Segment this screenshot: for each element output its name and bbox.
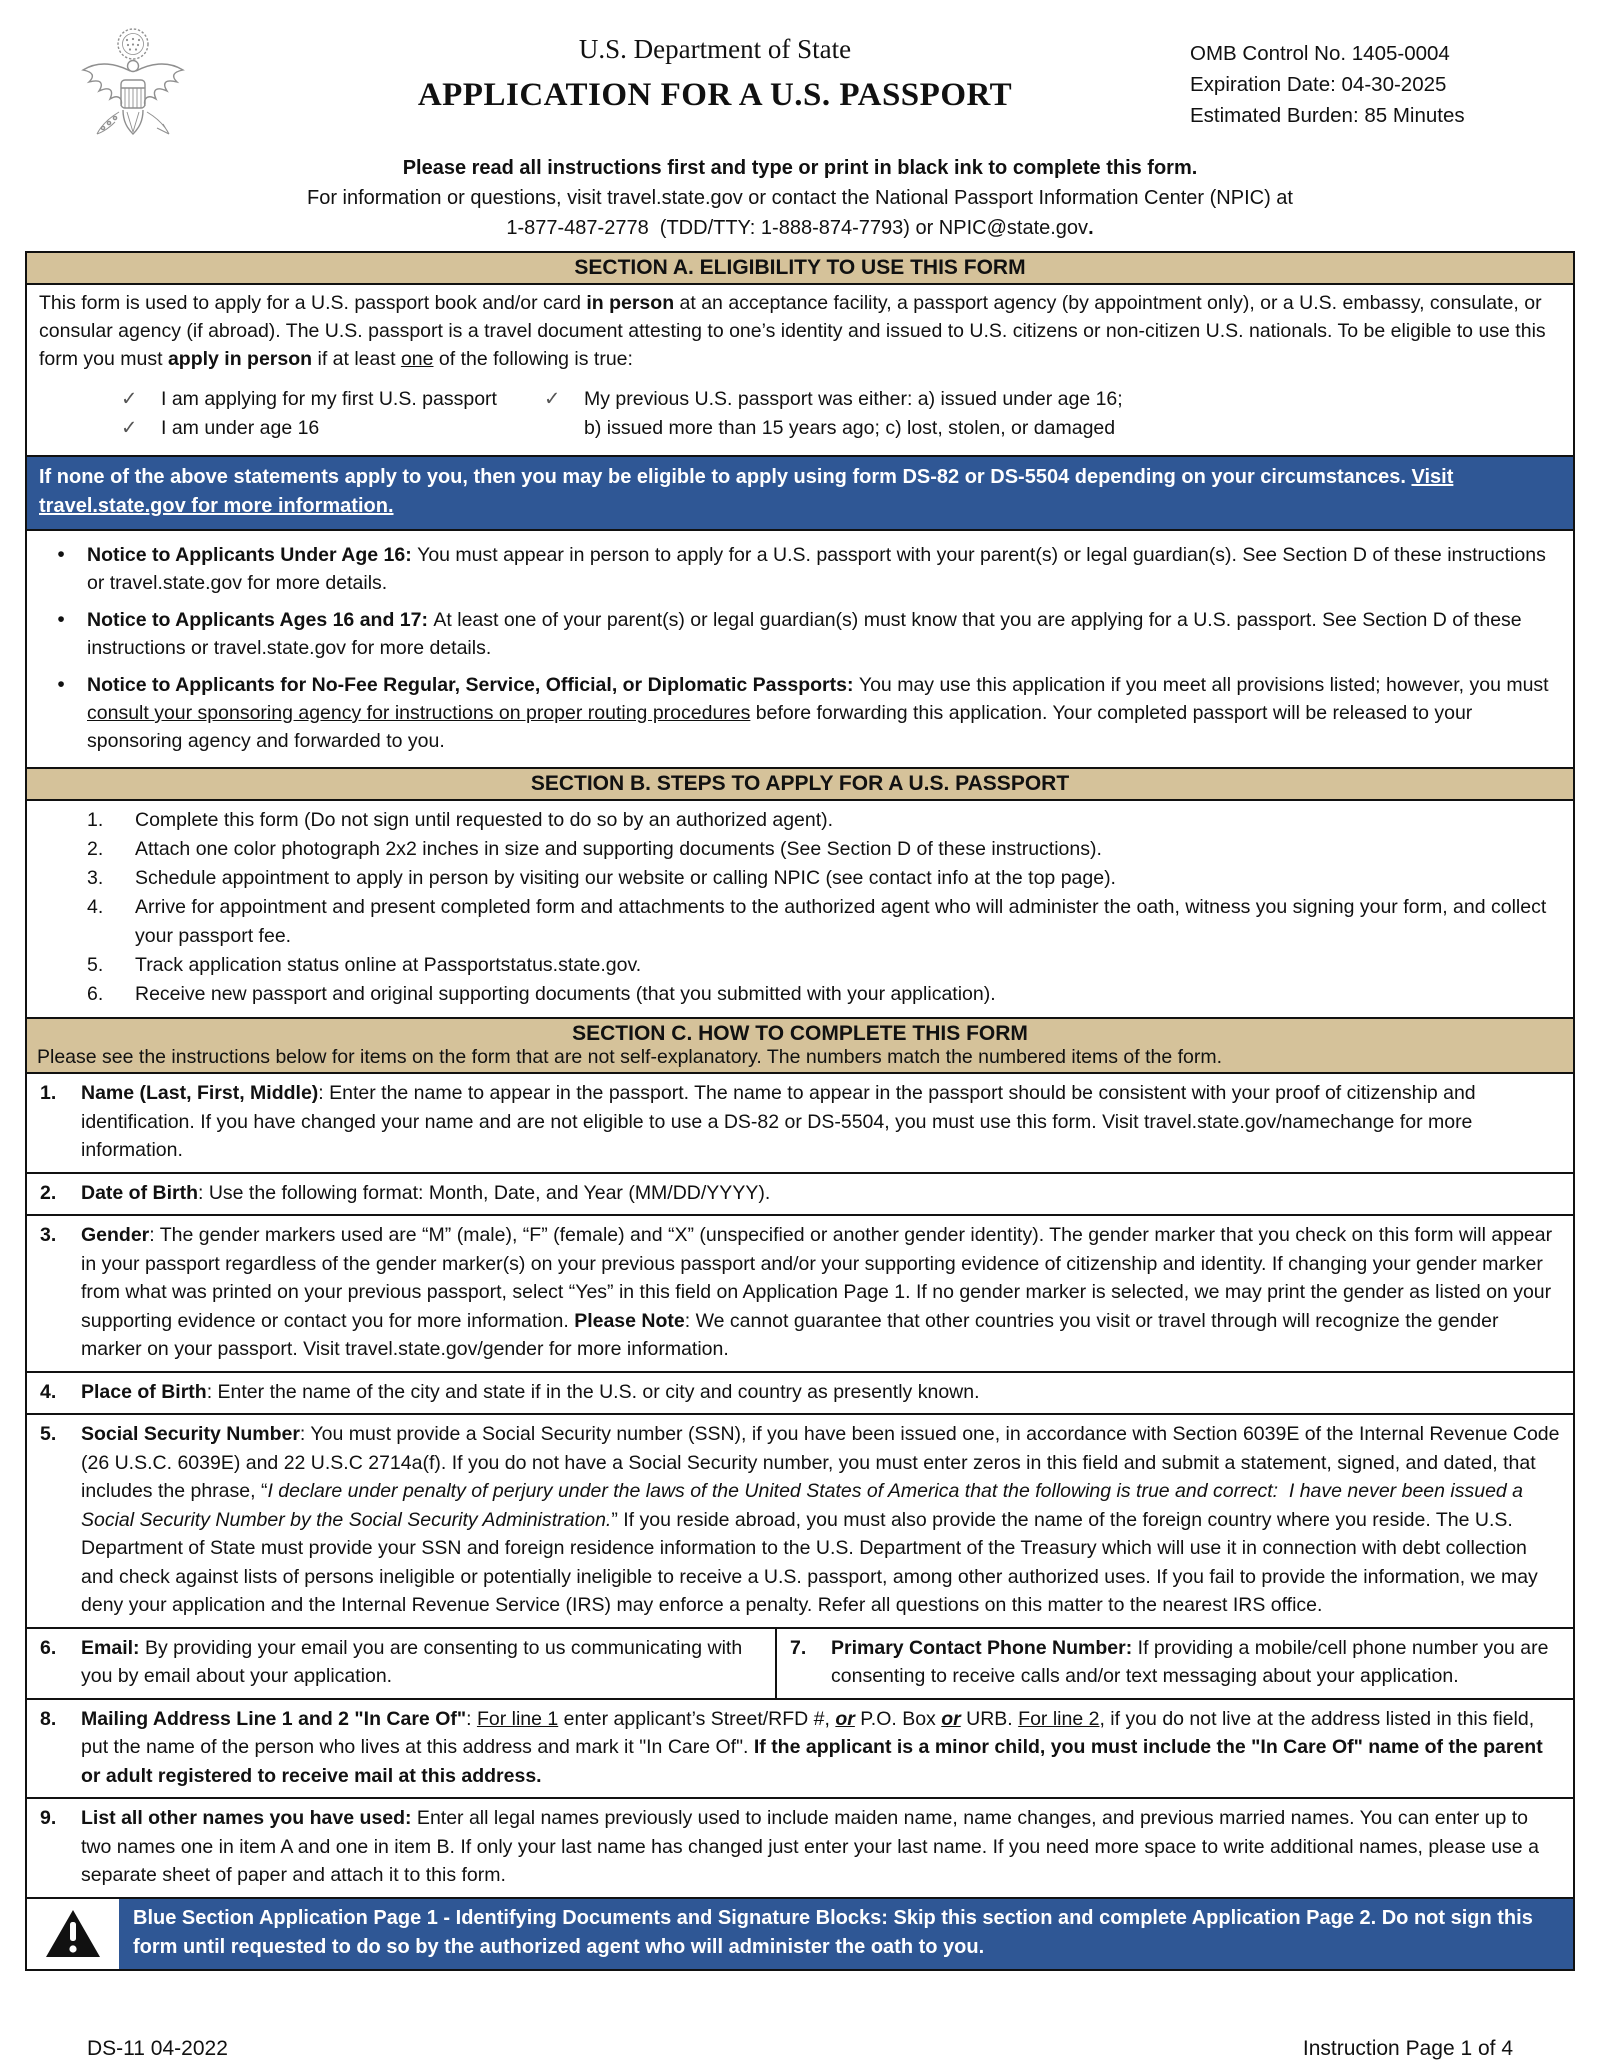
item-number: 8. [40, 1707, 57, 1730]
info-line-2: 1-877-487-2778 (TDD/TTY: 1-888-874-7793) or NPIC@state.gov. [506, 217, 1094, 239]
step-text: Track application status online at Passportstatus.state.gov. [135, 954, 642, 976]
step-row [27, 864, 1573, 893]
section-c-title: SECTION C. HOW TO COMPLETE THIS FORM [572, 1022, 1028, 1045]
eligibility-checklist [39, 385, 1561, 443]
checklist-item [121, 414, 526, 443]
item-text: Date of Birth: Use the following format: Month, Date, and Year (MM/DD/YYYY). [81, 1181, 771, 1204]
section-a-body [25, 283, 1575, 457]
title-block [240, 14, 1190, 114]
notice-text: Notice to Applicants for No-Fee Regular, Service, Official, or Diplomatic Passports: You may use this application if you meet all provisions listed; however, you must consult your sponsoring agency for instructions on proper routing procedures before forwarding this application. Your completed passport will be released to your sponsoring agency and forwarded to you. [87, 674, 1549, 752]
intro-lines [25, 153, 1575, 243]
notice-under-16 [35, 541, 1565, 597]
read-instructions-line: Please read all instructions first and type or print in black ink to complete this form. [402, 157, 1198, 179]
step-number: 1. [87, 809, 104, 831]
checklist-left-column [121, 385, 526, 443]
omb-burden: Estimated Burden: 85 Minutes [1190, 104, 1465, 127]
checklist-item-continued [544, 414, 1561, 443]
step-number: 5. [87, 954, 104, 976]
item-number: 2. [40, 1181, 57, 1204]
check-icon: ✓ [544, 388, 561, 410]
item-number: 4. [40, 1380, 57, 1403]
notice-no-fee-passports [35, 671, 1565, 755]
bullet-icon: • [57, 673, 65, 696]
item-text: Mailing Address Line 1 and 2 "In Care Of": For line 1 enter applicant’s Street/RFD #, or P.O. Box or URB. For line 2, if you do not live at the address listed in this field, put the name of the person who lives at this address and mark it "In Care Of". If the applicant is a minor child, you must include the "In Care Of" name of the parent or adult registered to receive mail at this address. [81, 1707, 1543, 1787]
checklist-right-column [544, 385, 1561, 443]
item-number: 7. [790, 1636, 807, 1659]
item-text: Primary Contact Phone Number: If providing a mobile/cell phone number you are consenting to receive calls and/or text messaging about your application. [831, 1636, 1549, 1687]
step-number: 4. [87, 896, 104, 918]
omb-control-no: OMB Control No. 1405-0004 [1190, 42, 1450, 65]
notice-text: Notice to Applicants Under Age 16: You must appear in person to apply for a U.S. passport with your parent(s) or legal guardian(s). See Section D of these instructions or travel.state.gov for more details. [87, 544, 1546, 594]
bullet-icon: • [57, 543, 65, 566]
section-c-header [25, 1017, 1575, 1074]
item-text: Social Security Number: You must provide a Social Security number (SSN), if you have been issued one, in accordance with Section 6039E of the Internal Revenue Code (26 U.S.C. 6039E) and 22 U.S.C 2714a(f). If you do not have a Social Security number, you must enter zeros in this field and submit a statement, signed, and dated, that includes the phrase, “I declare under penalty of perjury under the laws of the United States of America that the following is true and correct: I have never been issued a Social Security Number by the Social Security Administration.” If you reside abroad, you must also provide the name of the foreign country where you reside. The U.S. Department of State must provide your SSN and foreign residence information to the U.S. Department of the Treasury which will use it in connection with debt collection and check against lists of persons ineligible or potentially ineligible to receive a U.S. passport, among other authorized uses. If you fail to provide the information, we may deny your application and the Internal Revenue Service (IRS) may enforce a penalty. Refer all questions on this matter to the nearest IRS office. [81, 1423, 1560, 1616]
blue-section-warning [25, 1897, 1575, 1971]
applicant-notices [25, 529, 1575, 769]
item-row-other-names [25, 1797, 1575, 1899]
check-spacer [544, 414, 584, 443]
checklist-item-label: My previous U.S. passport was either: a) issued under age 16; [584, 388, 1123, 410]
section-b-header: SECTION B. STEPS TO APPLY FOR A U.S. PASSPORT [25, 767, 1575, 801]
item-text: List all other names you have used: Enter all legal names previously used to include maiden name, name changes, and previous married names. You can enter up to two names one in item A and one in item B. If only your last name has changed just enter your last name. If you need more space to write additional names, please use a separate sheet of paper and attach it to this form. [81, 1807, 1539, 1886]
check-icon: ✓ [121, 388, 138, 410]
step-text: Receive new passport and original supporting documents (that you submitted with your application). [135, 983, 996, 1005]
page-indicator: Instruction Page 1 of 4 [1302, 2036, 1513, 2060]
section-c-subtitle: Please see the instructions below for items on the form that are not self-explanatory. The numbers match the numbered items of the form. [37, 1046, 1223, 1068]
bullet-icon: • [57, 608, 65, 631]
item-row-email-phone [25, 1627, 1575, 1700]
step-row [27, 835, 1573, 864]
item-row-place-of-birth [25, 1371, 1575, 1416]
ds82-ds5504-notice-banner: If none of the above statements apply to you, then you may be eligible to apply using form DS-82 or DS-5504 depending on your circumstances. Visit travel.state.gov for more information. [25, 455, 1575, 531]
item-row-name [25, 1072, 1575, 1174]
step-number: 3. [87, 867, 104, 889]
item-text: Name (Last, First, Middle): Enter the name to appear in the passport. The name to appear in the passport should be consistent with your proof of citizenship and identification. If you have changed your name and are not eligible to use a DS-82 or DS-5504, you must use this form. Visit travel.state.gov/namechange for more information. [81, 1082, 1476, 1161]
item-row-mailing-address [25, 1698, 1575, 1800]
item-row-date-of-birth [25, 1172, 1575, 1217]
check-icon: ✓ [121, 417, 138, 439]
item-text: Place of Birth: Enter the name of the city and state if in the U.S. or city and country as presently known. [81, 1380, 980, 1403]
warning-triangle-icon [27, 1899, 119, 1969]
checklist-item-label: I am under age 16 [161, 417, 320, 439]
section-b-steps [25, 799, 1575, 1019]
step-text: Complete this form (Do not sign until requested to do so by an authorized agent). [135, 809, 834, 831]
item-row-gender [25, 1214, 1575, 1373]
step-row [27, 951, 1573, 980]
item-number: 6. [40, 1636, 57, 1659]
step-text: Schedule appointment to apply in person by visiting our website or calling NPIC (see contact info at the top page). [135, 867, 1116, 889]
item-number: 3. [40, 1224, 57, 1246]
checklist-item [121, 385, 526, 414]
info-line-1: For information or questions, visit travel.state.gov or contact the National Passport Information Center (NPIC) at [307, 187, 1293, 209]
checklist-item [544, 385, 1561, 414]
step-row [27, 806, 1573, 835]
step-row [27, 893, 1573, 951]
checklist-item-label: b) issued more than 15 years ago; c) lost, stolen, or damaged [584, 417, 1116, 439]
item-number: 5. [40, 1423, 57, 1445]
item-number: 9. [40, 1807, 57, 1829]
section-a-header: SECTION A. ELIGIBILITY TO USE THIS FORM [25, 251, 1575, 285]
agency-name: U.S. Department of State [578, 34, 852, 64]
warning-text: Blue Section Application Page 1 - Identifying Documents and Signature Blocks: Skip this section and complete Application Page 2. Do not sign this form until requested to do so by the authorized agent who will administer the oath to you. [119, 1899, 1573, 1969]
step-row [27, 980, 1573, 1009]
step-number: 2. [87, 838, 104, 860]
step-text: Arrive for appointment and present completed form and attachments to the authorized agent who will administer the oath, witness you signing your form, and collect your passport fee. [135, 896, 1547, 947]
form-header [25, 14, 1575, 151]
notice-text: Notice to Applicants Ages 16 and 17: At least one of your parent(s) or legal guardian(s) must know that you are applying for a U.S. passport. See Section D of these instructions or travel.state.gov for more details. [87, 609, 1522, 659]
item-cell-email [27, 1629, 775, 1698]
item-row-ssn [25, 1413, 1575, 1629]
item-text: Email: By providing your email you are consenting to us communicating with you by email about your application. [81, 1636, 743, 1687]
form-title: APPLICATION FOR A U.S. PASSPORT [417, 77, 1013, 113]
notice-ages-16-17 [35, 606, 1565, 662]
item-text: Gender: The gender markers used are “M” (male), “F” (female) and “X” (unspecified or another gender identity). The gender marker that you check on this form will appear in your passport regardless of the gender marker(s) on your previous passport and/or your supporting evidence of citizenship and identity. If changing your gender marker from what was printed on your previous passport, select “Yes” in this field on Application Page 1. If no gender marker is selected, we may print the gender as listed on your supporting evidence or contact you for more information. Please Note: We cannot guarantee that other countries you visit or travel through will recognize the gender marker on your passport. Visit travel.state.gov/gender for more information. [81, 1224, 1553, 1360]
item-cell-phone [775, 1629, 1573, 1698]
section-a-intro: This form is used to apply for a U.S. passport book and/or card in person at an acceptance facility, a passport agency (by appointment only), or a U.S. embassy, consulate, or consular agency (if abroad). The U.S. passport is a travel document attesting to one’s identity and issued to U.S. citizens or non-citizen U.S. nationals. To be eligible to use this form you must apply in person if at least one of the following is true: [39, 292, 1546, 370]
form-id: DS-11 04-2022 [87, 2036, 228, 2060]
step-number: 6. [87, 983, 104, 1005]
great-seal-eagle-icon [73, 24, 240, 151]
checklist-item-label: I am applying for my first U.S. passport [161, 388, 497, 410]
omb-block [1190, 14, 1575, 131]
omb-expiration: Expiration Date: 04-30-2025 [1190, 73, 1447, 96]
step-text: Attach one color photograph 2x2 inches in size and supporting documents (See Section D of these instructions). [135, 838, 1102, 860]
item-number: 1. [40, 1082, 57, 1104]
page-footer [25, 2037, 1575, 2061]
